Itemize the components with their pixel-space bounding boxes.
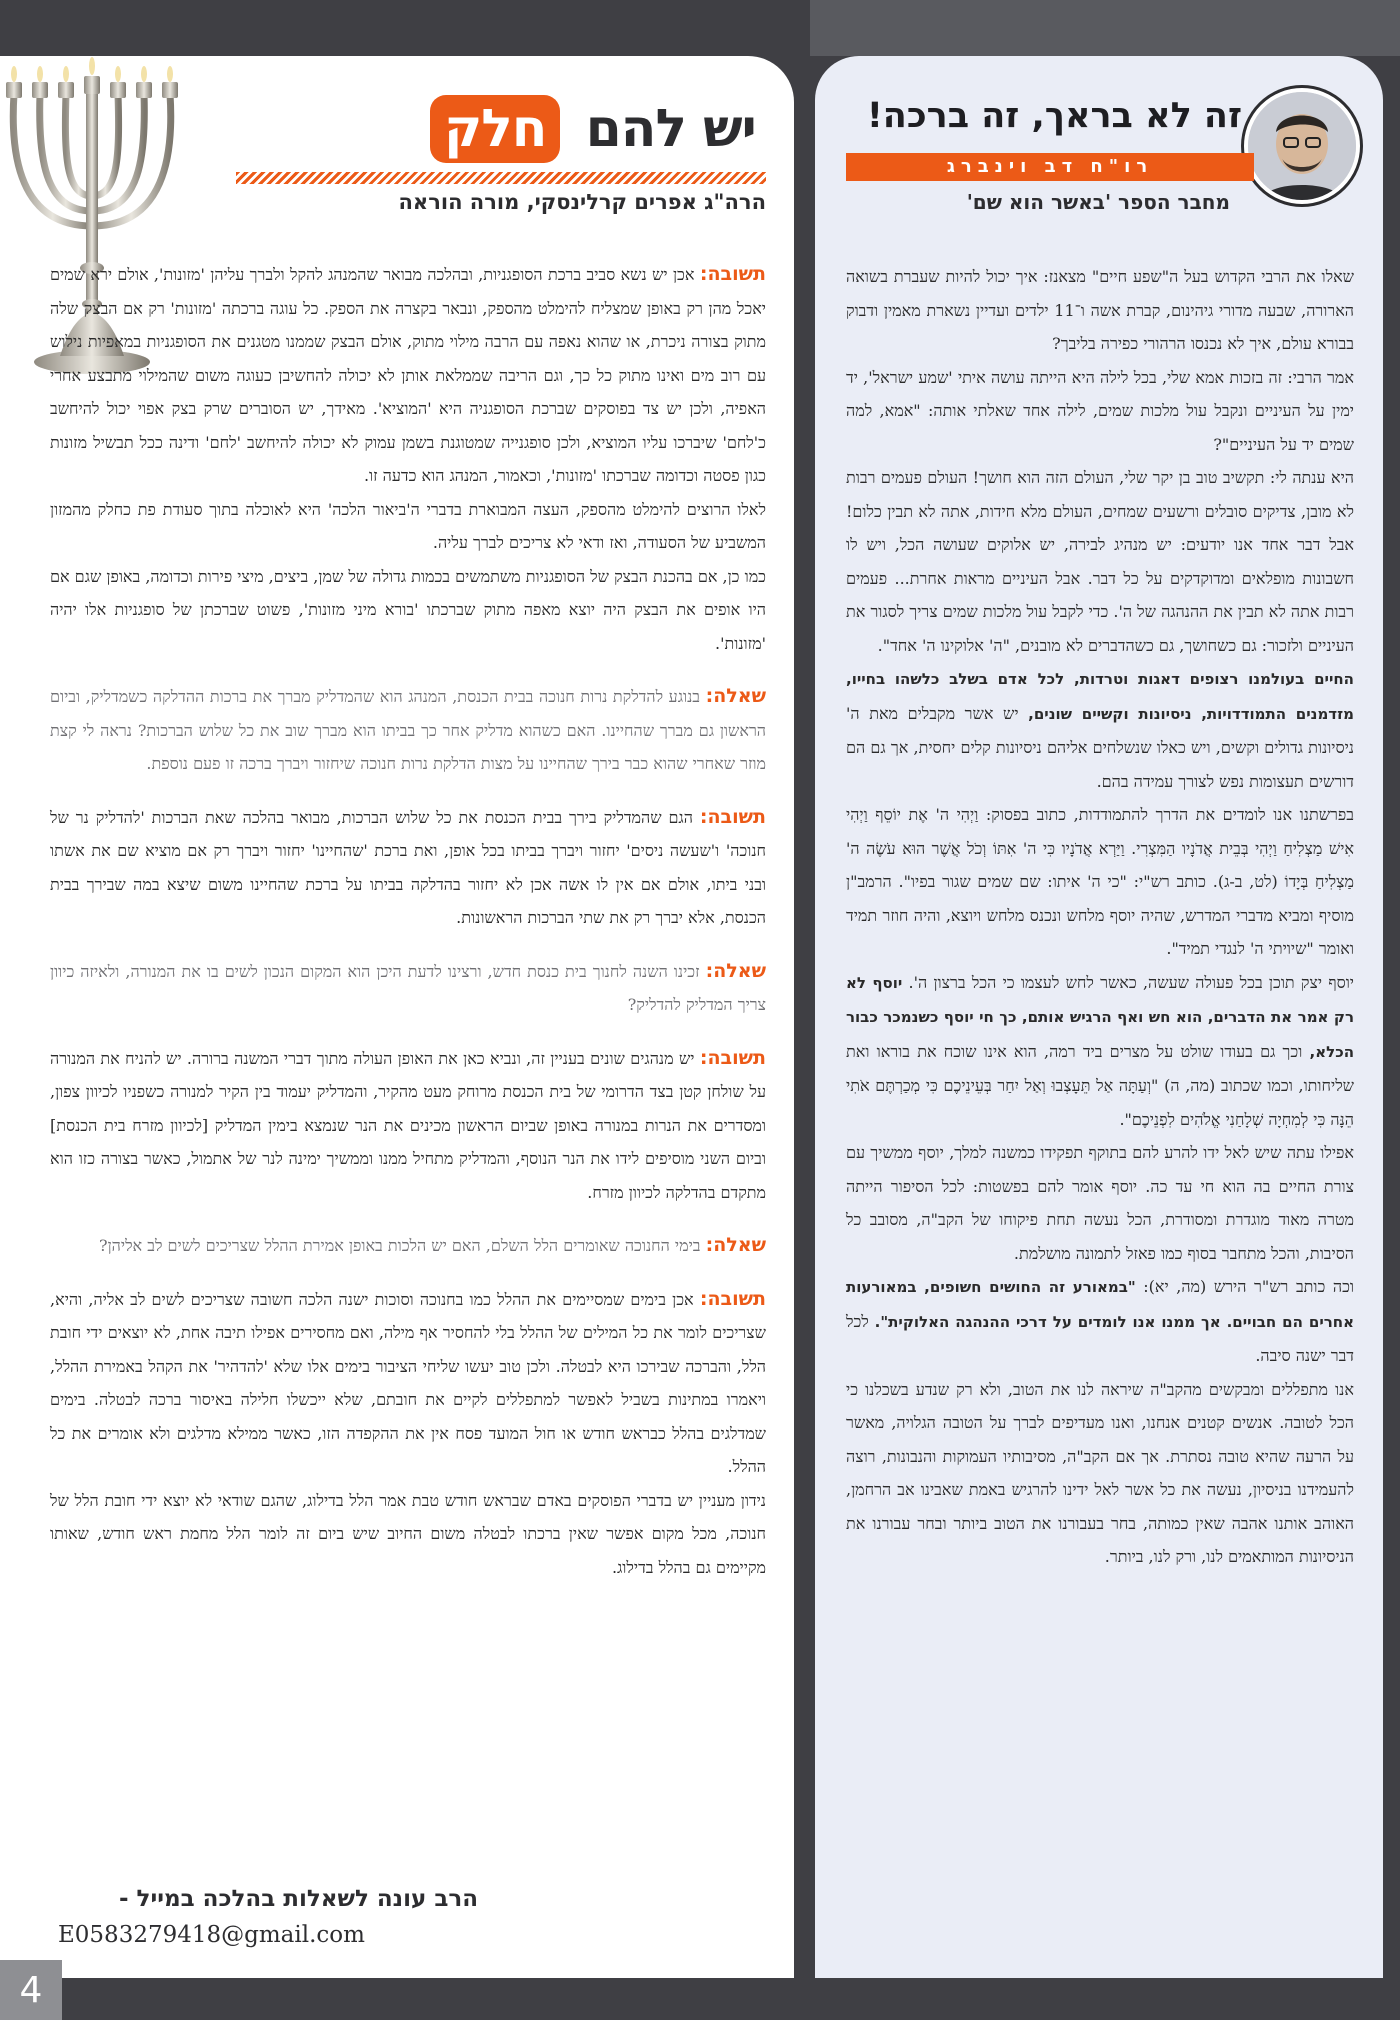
paragraph-text: יש אשר מקבלים מאת ה' ניסיונות גדולים וקשים, ויש כאלו שנשלחים אליהם ניסיונות קלים יחסית, אך גם הם דורשים תעצומות נפש לצורך עמידה בהם. xyxy=(846,703,1354,791)
answer-paragraph: נידון מעניין יש בדברי הפוסקים באדם שבראש חודש טבת אמר הלל בדילוג, שהגם שודאי לא יוצא ידי חובת הלל של חנוכה, מכל מקום אפשר שאין ברכתו לבטלה משום החיוב שיש ביום זה לומר הלל מחמת ראש חודש, שאותו מקיימים גם בהלל בדילוג. xyxy=(50,1490,767,1577)
answer-label: תשובה: xyxy=(699,263,766,285)
answer-label: תשובה: xyxy=(699,805,766,828)
answer-label: תשובה: xyxy=(699,1046,767,1069)
question-label: שאלה: xyxy=(705,1234,766,1256)
article-paragraph xyxy=(846,966,1354,1137)
title-accent: חלק xyxy=(430,95,560,163)
bold-text: "במאורע זה החושים חשופים, במאורעות אחרים הם חבויים. אך ממנו אנו לומדים על דרכי ההנהגה האלוקית". xyxy=(846,1278,1355,1331)
author-name-banner: רו"ח דב וינברג xyxy=(846,153,1254,181)
article-paragraph xyxy=(846,662,1354,798)
question-label: שאלה: xyxy=(705,959,766,982)
question-text: בימי החנוכה שאומרים הלל השלם, האם יש הלכות באופן אמירת ההלל שצריכים לשים לב אליהן? xyxy=(99,1236,701,1255)
left-article-title xyxy=(430,94,766,164)
question-block xyxy=(50,680,766,781)
bold-text: החיים בעולמנו רצופים דאגות וטרדות, לכל אדם בשלב כלשהו בחייו, מזדמנים התמודדויות, ניסיונות וקשיים שונים, xyxy=(846,670,1354,723)
answer-paragraph: כמו כן, אם בהכנת הבצק של הסופגניות משתמשים בכמות גדולה של שמן, ביצים, מיצי פירות וכדומה, באופן שגם אם היו אופים את הבצק היה יוצא מאפה מתוק שברכתו 'בורא מיני מזונות', פשוט שברכתן של סופגניות אלו יהיה 'מזונות'. xyxy=(50,566,767,653)
paragraph-text: לכל דבר ישנה סיבה. xyxy=(846,1311,1354,1365)
answer-label: תשובה: xyxy=(699,1287,766,1310)
paragraph-text: יוסף יצק תוכן בכל פעולה שעשה, כאשר לחש לעצמו כי הכל ברצון ה'. xyxy=(908,972,1354,992)
article-paragraph: אמר הרבי: זה בזכות אמא שלי, בכל לילה היא הייתה עושה איתי 'שמע ישראל', יד ימין על העיניים ונקבל עול מלכות שמים, לילה אחד שאלתי אותה: "אמא, למה שמים יד על העיניים"? xyxy=(846,367,1354,454)
left-author-line: הרה"ג אפרים קרלינסקי, מורה הוראה xyxy=(398,190,766,214)
answer-text: יש מנהגים שונים בעניין זה, ונביא כאן את האופן העולה מתוך דברי המשנה ברורה. יש להניח את המנורה על שולחן קטן בצד הדרומי של בית הכנסת מרוחק מעט מהקיר, והמדליק יעמוד בין הקיר למנורה כשפניו לכיוון צפון, ומסדרים את הנרות במנורה באופן שביום הראשון מכינים את הנר שנמצא בימין המדליק [לכיוון מזרח בית הכנסת] וביום השני מוסיפים לידו את הנר הנוסף, והמדליק מתחיל ממנו וממשיך ימינה לנר של אתמול, כאשר בצורה כזו הוא מתקדם בהדלקה לכיוון מזרח. xyxy=(50,1048,766,1202)
article-paragraph: אפילו עתה שיש לאל ידו להרע להם בתוקף תפקידו כמשנה למלך, יוסף ממשיך עם צורת החיים בה הוא חי עד כה. יוסף אומר להם בפשטות: לכל הסיפור הייתה מטרה מאוד מוגדרת ומסודרת, הכל נעשה תחת פיקוחו של הקב"ה, מסובב כל הסיבות, והכל מתחבר בסוף כמו פאזל לתמונה מושלמת. xyxy=(846,1143,1354,1263)
question-label: שאלה: xyxy=(705,685,767,707)
bottom-bar xyxy=(0,1978,1400,2020)
author-subtitle: מחבר הספר 'באשר הוא שם' xyxy=(966,190,1230,214)
right-article-title: זה לא בראך, זה ברכה! xyxy=(866,96,1242,136)
question-text: זכינו השנה לחנוך בית כנסת חדש, ורצינו לדעת היכן הוא המקום הנכון לשים בו את המנורה, ולאיזה כיוון צריך המדליק להדליק? xyxy=(50,961,766,1014)
author-photo-icon xyxy=(1248,92,1356,200)
answer-block xyxy=(50,258,766,493)
question-block xyxy=(50,955,766,1022)
article-paragraph xyxy=(846,1270,1354,1373)
paragraph-text: וכה כותב רש"ר הירש (מה, יא): xyxy=(1143,1277,1354,1296)
title-divider xyxy=(236,172,766,184)
answer-block xyxy=(50,1042,766,1210)
article-paragraph: היא ענתה לי: תקשיב טוב בן יקר שלי, העולם הזה הוא חושך! העולם פעמים רבות לא מובן, צדיקים סובלים ורשעים שמחים, העולם מלא חידות, אתה לא תבין כלום! אבל דבר אחד אנו יודעים: יש מנהיג לבירה, יש אלוקים שעושה הכל, ויש לו חשבונות מופלאים ומדוקדקים על כל דבר. אבל העיניים מראות אחרת... פעמים רבות אתה לא תבין את ההנהגה של ה'. כדי לקבל עול מלכות שמים צריך לסגור את העיניים ולזכור: גם כשחושך, גם כשהדברים לא מובנים, "ה' אלוקינו ה' אחד". xyxy=(846,468,1354,655)
bold-text: יוסף לא רק אמר את הדברים, הוא חש ואף הרגיש אותם, כך חי יוסף כשנמכר כבור הכלא, xyxy=(846,973,1354,1061)
author-avatar xyxy=(1244,88,1360,204)
answer-text: אכן בימים שמסיימים את ההלל כמו בחנוכה וסוכות ישנה הלכה חשובה שצריכים לשים לב אליה, והיא, שצריכים לומר את כל המילים של ההלל בלי להחסיר אף מילה, ואם מחסירים אפילו תיבה אחת, לא יוצאים ידי חובת הלל, והברכה שבירכו היא לבטלה. ולכן טוב יעשו שליחי הציבור בימים אלו שלא 'להדהיר' את הקהל באמירת ההלל, ויאמרו במתינות בשביל לאפשר למתפללים לקיים את חובתם, שלא ייכשלו חלילה באיסור ברכה לבטלה. בימים שמדלגים בהלל כבראש חודש או חול המועד פסח אין את ההקפדה הזו, כאשר ממילא מדלגים ולא אומרים את כל ההלל. xyxy=(50,1289,767,1476)
article-paragraph: בפרשתנו אנו לומדים את הדרך להתמודדות, כתוב בפסוק: וַיְהִי ה' אֶת יוֹסֵף וַיְהִי אִישׁ מַצְלִיחַ וַיְהִי בְּבֵית אֲדֹנָיו הַמִּצְרִי. וַיַּרְא אֲדֹנָיו כִּי ה' אִתּוֹ וְכֹל אֲשֶׁר הוּא עֹשֶׂה ה' מַצְלִיחַ בְּיָדוֹ (לט, ב-ג). כותב רש"י: "כי ה' איתו: שם שמים שגור בפיו". הרמב"ן מוסיף ומביא מדברי המדרש, שהיה יוסף מלחש ונכנס מלחש ויוצא, והיה חוזר תמיד ואומר "שיויתי ה' לנגדי תמיד". xyxy=(846,805,1355,958)
answer-text: אכן יש נשא סביב ברכת הסופגניות, ובהלכה מבואר שהמנהג להקל ולברך עליהן 'מזונות', אולם ירא שמים יאכל מהן רק באופן שמצליח להימלט מהספק, ונבאר בקצרה את הספק. כל עוגה ברכתה 'מזונות' רק אם הבצק שלה מתוק בצורה ניכרת, או שהוא נאפה עם הרבה מילוי מתוק, אולם הבצק שממנו מטגנים את הסופגניות במאפיות נילוש עם רוב מים ואינו מתוק כל כך, וגם הריבה שממלאת אותן לא יכולה להחשיבן כעוגה משום שהמילוי מתבצע אחרי האפיה, ולכן יש צד בפוסקים שברכת הסופגניה היא 'המוציא'. מאידך, יש הסוברים שרק בצק אפוי יכול להיחשב כ'לחם' שיברכו עליו המוציא, ולכן סופגנייה שמטוגנת בשמן עמוק לא יכולה להיחשב 'לחם' ודינה ככל תבשיל מזונות כגון פסטה וכדומה שברכתו 'מזונות', וכאמור, המנהג הוא כדעה זו. xyxy=(50,265,767,485)
title-part1: יש להם xyxy=(585,99,756,159)
answer-paragraph: לאלו הרוצים להימלט מהספק, העצה המבוארת בדברי ה'ביאור הלכה' היא לאוכלה בתוך סעודת פת כחלק מהמזון המשביע של הסעודה, ואז ודאי לא צריכים לברך עליה. xyxy=(50,499,767,552)
page-number: 4 xyxy=(0,1960,62,2020)
top-strip xyxy=(810,0,1400,56)
contact-email-link[interactable]: E0583279418@gmail.com xyxy=(58,1922,365,1948)
question-text: בנוגע להדלקת נרות חנוכה בבית הכנסת, המנהג הוא שהמדליק מברך את ברכות ההדלקה כשמדליק, וביום הראשון גם מברך שהחיינו. האם כשהוא מדליק אחר כך בביתו הוא מברך שוב את כל שלוש הברכות? נראה לי קצת מוזר שאחרי שהוא כבר בירך שהחיינו על מצות הדלקת נרות חנוכה שיחזור ויברך ברכה זו פעם נוספת. xyxy=(50,687,767,773)
question-block xyxy=(50,1229,766,1263)
paragraph-text: וכך גם בעודו שולט על מצרים ביד רמה, הוא אינו שוכח את בוראו ואת שליחותו, וכמו שכתוב (מה, ה) "וְעַתָּה אַל תֵּעָצְבוּ וְאַל יִחַר בְּעֵינֵיכֶם כִּי מְכַרְתֶּם אֹתִי הֵנָּה כִּי לְמִחְיָה שְׁלָחַנִי אֱלֹהִים לִפְנֵיכֶם". xyxy=(846,1041,1354,1129)
answer-block xyxy=(50,801,766,935)
article-paragraph: אנו מתפללים ומבקשים מהקב"ה שיראה לנו את הטוב, ולא רק שנדע בשכלנו כי הכל לטובה. אנשים קטנים אנחנו, ואנו מעדיפים לברך על הטובה הגלויה, מאשר על הרעה שהיא טובה נסתרת. אך אם הקב"ה, מסיבותיו העמוקות והנבונות, רוצה להעמידנו בניסיון, נעשה את כל אשר לאל ידינו להרגיש באמת שאבינו אב הרחמן, האוהב אותנו אהבה שאין כמותה, בחר בעבורנו את הטוב ביותר ובחר עבורנו את הניסיונות המותאמים לנו, ורק לנו, ביותר. xyxy=(846,1379,1355,1566)
answer-text: הגם שהמדליק בירך בבית הכנסת את כל שלוש הברכות, מבואר בהלכה שאת הברכות 'להדליק נר של חנוכה' ו'שעשה ניסים' יחזור ויברך בביתו בכל אופן, ואת ברכת 'שהחיינו' יחזור ויברך רק אם מוציא שם את אשתו ובני ביתו, אולם אם אין לו אשה אכן לא יחזור בהדלקה בביתו על ברכת שהחיינו משום שיצא במה שבירך בבית הכנסת, אלא יברך רק את שתי הברכות הראשונות. xyxy=(50,807,766,927)
right-article-body xyxy=(846,260,1354,1574)
answer-block xyxy=(50,1283,766,1484)
article-paragraph: שאלו את הרבי הקדוש בעל ה"שפע חיים" מצאנז: איך יכול להיות שעברת בשואה הארורה, שבעה מדורי גיהינום, קברת אשה ו־11 ילדים ועדיין נשארת מאמין ודבוק בבורא עולם, איך לא נכנסו הרהורי כפירה בליבך? xyxy=(846,267,1355,353)
left-article-body xyxy=(50,258,766,1584)
contact-line: הרב עונה לשאלות בהלכה במייל - xyxy=(118,1886,478,1912)
